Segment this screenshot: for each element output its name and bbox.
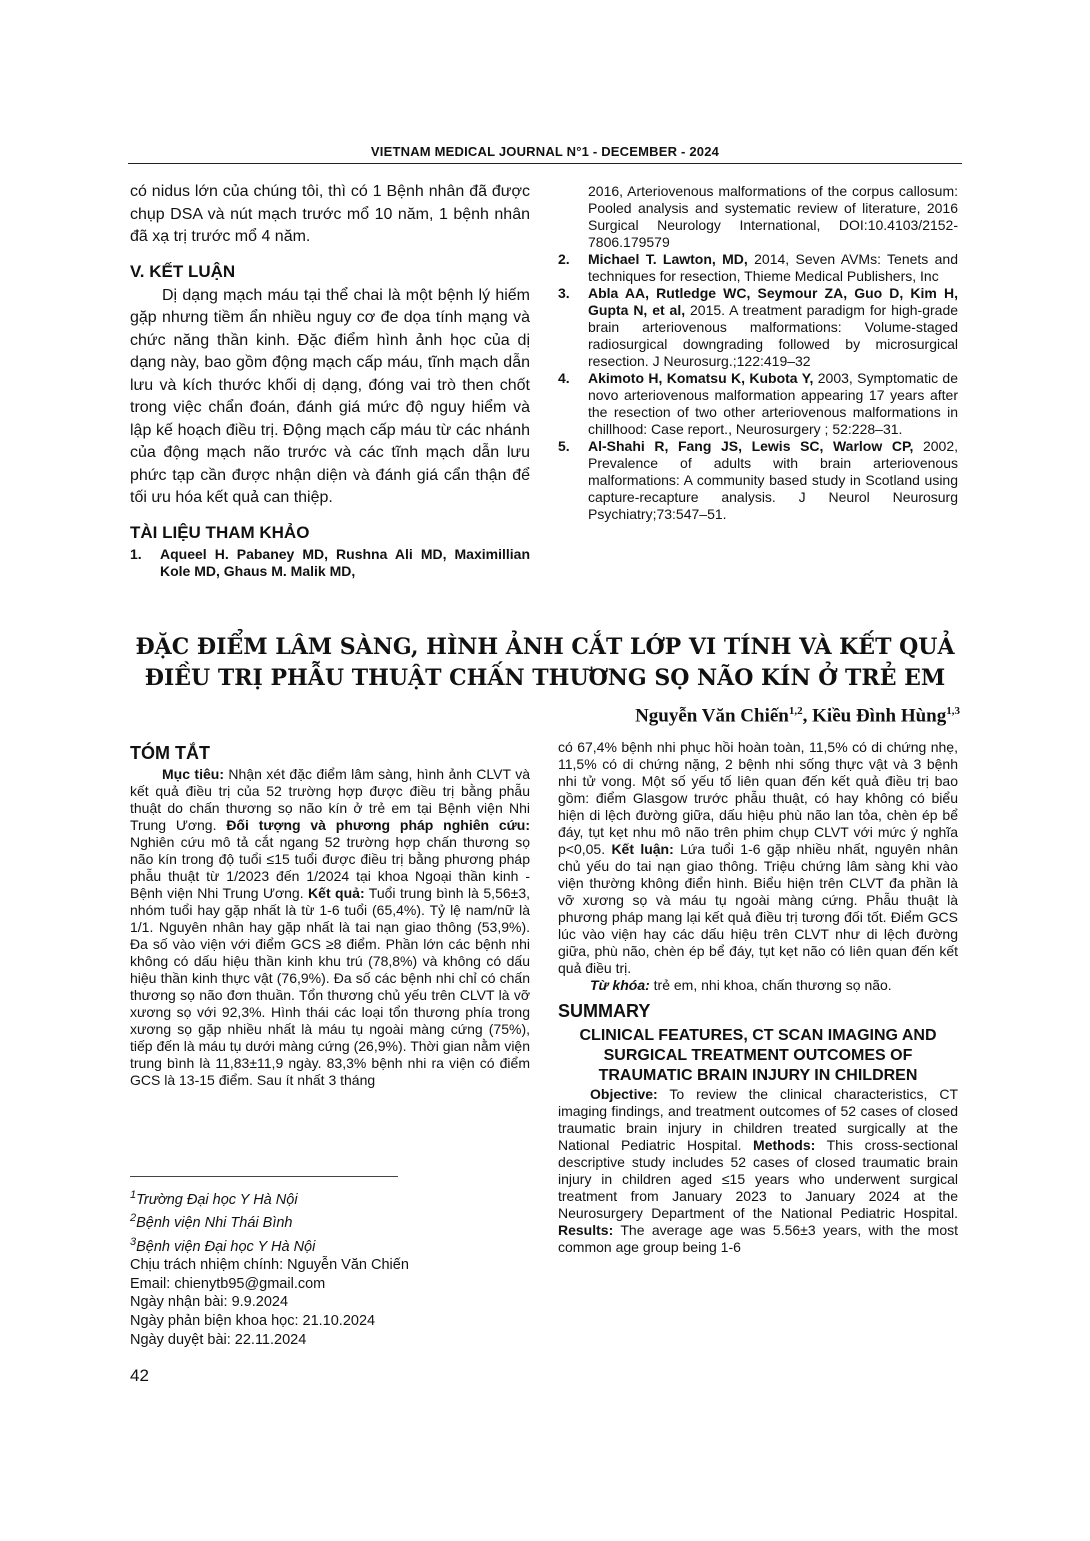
keywords (558, 977, 958, 994)
summary-objective-text: To review the clinical characteristics, CT imaging findings, and treatment outcomes of 52 cases of closed traumatic brain injury in children treated surgically at the National Pediatric Hospital. (558, 1086, 958, 1153)
reference-1-details: 2016, Arteriovenous malformations of the corpus callosum: Pooled analysis and systematic review of literature, 2016 Surgical Neurology International, DOI:10.4103/2152-7806.179579 (588, 183, 958, 250)
author-1: Nguyễn Văn Chiến (635, 705, 789, 727)
author-2-affiliation: 1,3 (946, 705, 960, 717)
article-title-line-1: ĐẶC ĐIỂM LÂM SÀNG, HÌNH ẢNH CẮT LỚP VI TÍNH VÀ KẾT QUẢ (135, 634, 955, 660)
date-received: Ngày nhận bài: 9.9.2024 (130, 1294, 289, 1311)
results-label: Kết quả: (308, 885, 365, 901)
abstract-right-column (558, 739, 958, 1256)
conclusion-abstract-text: Lứa tuổi 1-6 gặp nhiều nhất, nguyên nhân chủ yếu do tai nạn giao thông. Triệu chứng lâm sàng khi vào viện thường không điển hình. Biểu hiện trên CLVT đa phần là vỡ xương sọ và máu tụ ngoài màng cứng. Phẫu thuật là phương pháp mang lại kết quả điều trị tương đối tốt. Điểm GCS lúc vào viện hay các dấu hiệu trên CLVT như di lệch đường giữa, phù não, chèn ép bể đáy, tụt kẹt não có liên quan đến kết quả điều trị. (558, 841, 959, 976)
reference-authors: Michael T. Lawton, MD, (588, 251, 748, 267)
footnotes (130, 1186, 530, 1349)
affiliation-name: Bệnh viện Nhi Thái Bình (136, 1215, 293, 1232)
objective-label: Mục tiêu: (162, 766, 224, 782)
keywords-label: Từ khóa: (590, 977, 650, 993)
affiliation-3 (130, 1233, 530, 1256)
affiliation-marker: 3 (130, 1235, 137, 1248)
affiliation-name: Trường Đại học Y Hà Nội (136, 1191, 298, 1208)
reference-number: 5. (558, 438, 570, 454)
date-reviewed: Ngày phản biện khoa học: 21.10.2024 (130, 1313, 376, 1330)
reference-authors: Abla AA, Rutledge WC, Seymour ZA, Guo D, Kim H, Gupta N, et al, (588, 285, 958, 318)
affiliation-2 (130, 1209, 530, 1232)
summary-heading: SUMMARY (558, 1001, 651, 1021)
footnote-rule (130, 1176, 398, 1177)
summary-text (558, 1086, 958, 1256)
objective-text: Nhận xét đặc điểm lâm sàng, hình ảnh CLVT và kết quả điều trị của 52 trường hợp được điều trị bằng phẫu thuật do chấn thương sọ não kín ở trẻ em tại Bệnh viện Nhi Trung Ương. (130, 766, 530, 833)
page-number: 42 (130, 1366, 149, 1385)
results-text: Tuổi trung bình là 5,56±3, nhóm tuổi hay gặp nhất là từ 1-6 tuổi (65,4%). Tỷ lệ nam/nữ là 1/1. Nguyên nhân hay gặp nhất là tai nạn giao thông (53,9%). Đa số vào viện với điểm GCS ≥8 điểm. Phần lớn các bệnh nhi không có dấu hiệu thần kinh khu trú (78,8%) và không có dấu hiệu thần kinh thực vật (76,9%). Đa số các bệnh nhi chỉ có chấn thương sọ não đơn thuần. Tổn thương chủ yếu trên CLVT là vỡ xương sọ với 92,3%. Hình thái các loại tổn thương phía trong xương sọ gặp nhiều nhất là máu tụ ngoài màng cứng (75%), tiếp đến là máu tụ dưới màng cứng (26,9%). Thời gian nằm viện trung bình là 11,83±11,9 ngày. 83,3% bệnh nhi ra viện có điểm GCS là 13-15 điểm. Sau ít nhất 3 tháng (130, 885, 530, 1088)
summary-title: CLINICAL FEATURES, CT SCAN IMAGING AND SURGICAL TREATMENT OUTCOMES OF TRAUMATIC BRAIN INJURY IN CHILDREN (579, 1027, 937, 1084)
references-heading: TÀI LIỆU THAM KHẢO (130, 522, 310, 542)
reference-details: 2002, Prevalence of adults with brain arteriovenous malformations: A community based study in Scotland using capture-recapture analysis. J Neurol Neurosurg Psychiatry;73:547–51. (588, 438, 959, 522)
reference-details: 2003, Symptomatic de novo arteriovenous malformation appearing 17 years after the resection of two other arteriovenous malformations in chillhood: Case report., Neurosurgery ; 52:228–31. (588, 370, 959, 437)
abstract-text (130, 766, 530, 1089)
reference-2 (558, 251, 958, 285)
reference-5 (558, 438, 958, 523)
article-title-line-2: ĐIỀU TRỊ PHẪU THUẬT CHẤN THƯƠNG SỌ NÃO KÍN Ở TRẺ EM (144, 665, 946, 691)
reference-details: 2015. A treatment paradigm for high-grade brain arteriovenous malformations: Volume-staged radiosurgical downgrading followed by microsurgical resection. J Neurosurg.;122:419–32 (588, 302, 959, 369)
corresponding-author: Chịu trách nhiệm chính: Nguyễn Văn Chiến (130, 1257, 409, 1274)
reference-authors: Aqueel H. Pabaney MD, Rushna Ali MD, Maximillian Kole MD, Ghaus M. Malik MD, (160, 545, 530, 579)
prev-article-right-column (558, 183, 958, 523)
methods-text: Nghiên cứu mô tả cắt ngang 52 trường hợp chấn thương sọ não kín trong độ tuổi ≤15 tuổi được điều trị bằng phương pháp phẫu thuật từ 1/2023 đến 1/2024 tại khoa Ngoại thần kinh - Bệnh viện Nhi Trung Ương. (130, 834, 530, 901)
keywords-text: trẻ em, nhi khoa, chấn thương sọ não. (649, 977, 892, 993)
abstract-left-column (130, 742, 530, 1089)
reference-number: 1. (130, 545, 142, 562)
header-rule (128, 163, 962, 164)
article-authors (635, 705, 960, 727)
summary-objective-label: Objective: (590, 1086, 658, 1102)
conclusion-label: Kết luận: (611, 841, 674, 857)
reference-number: 3. (558, 285, 570, 301)
date-accepted: Ngày duyệt bài: 22.11.2024 (130, 1331, 307, 1348)
reference-number: 4. (558, 370, 570, 386)
author-1-affiliation: 1,2 (788, 705, 803, 717)
corresponding-email: Email: chienytb95@gmail.com (130, 1275, 326, 1292)
abstract-heading: TÓM TẮT (130, 743, 210, 763)
summary-results-label: Results: (558, 1222, 614, 1238)
affiliation-marker: 1 (130, 1189, 137, 1201)
article-title (128, 632, 962, 694)
prev-article-left-column (130, 181, 530, 580)
reference-1-authors (130, 546, 530, 580)
summary-results-text: The average age was 5.56±3 years, with the most common age group being 1-6 (558, 1222, 958, 1255)
methods-label: Đối tượng và phương pháp nghiên cứu: (226, 817, 531, 833)
author-2: Kiều Đình Hùng (812, 705, 947, 727)
reference-authors: Al-Shahi R, Fang JS, Lewis SC, Warlow CP, (588, 438, 914, 454)
affiliation-1 (130, 1186, 530, 1209)
author-separator: , (802, 705, 813, 727)
reference-3 (558, 285, 958, 370)
reference-number: 2. (558, 251, 570, 267)
summary-methods-text: This cross-sectional descriptive study includes 52 cases of closed traumatic brain injury in children aged ≤15 years who underwent surgical treatment from January 2023 to January 2024 at the Neurosurgery Department of the National Pediatric Hospital. (558, 1137, 958, 1221)
summary-methods-label: Methods: (753, 1137, 816, 1153)
reference-4 (558, 370, 958, 438)
prev-continuation: có nidus lớn của chúng tôi, thì có 1 Bệnh nhân đã được chụp DSA và nút mạch trước mổ 10 năm, 1 bệnh nhân đã xạ trị trước mổ 4 năm. (130, 183, 530, 245)
results-text-continued: có 67,4% bệnh nhi phục hồi hoàn toàn, 11,5% có di chứng nhẹ, 11,5% có di chứng nặng, 2 bệnh nhi sống thực vật và 3 bệnh nhi tử vong. Một số yếu tố liên quan đến kết quả điều trị bao gồm: điểm Glasgow trước phẫu thuật, có hay không có biểu hiện di lệch đường giữa, dấu hiệu phù não lan tỏa, chèn ép bể đáy, tụt kẹt nhu mô não trên phim chụp CLVT với mức ý nghĩa p<0,05. (558, 739, 958, 857)
conclusion-text: Dị dạng mạch máu tại thể chai là một bệnh lý hiếm gặp nhưng tiềm ẩn nhiều nguy cơ đe dọa tính mạng và chức năng thần kinh. Đặc điểm hình ảnh học của dị dạng này, bao gồm động mạch cấp máu, tĩnh mạch dẫn lưu và kích thước khối dị dạng, đóng vai trò then chốt trong việc chẩn đoán, đánh giá mức độ nguy hiểm và lập kế hoạch điều trị. Động mạch cấp máu từ các nhánh của động mạch não trước và các tĩnh mạch dẫn lưu phức tạp cần được nhận diện và đánh giá cẩn thận để tối ưu hóa kết quả can thiệp. (130, 286, 530, 506)
abstract-continued (558, 739, 958, 977)
affiliation-marker: 2 (130, 1212, 137, 1225)
reference-authors: Akimoto H, Komatsu K, Kubota Y, (588, 370, 814, 386)
conclusion-heading: V. KẾT LUẬN (130, 261, 236, 281)
reference-details: 2014, Seven AVMs: Tenets and techniques for resection, Thieme Medical Publishers, Inc (588, 251, 958, 284)
affiliation-name: Bệnh viện Đại học Y Hà Nội (136, 1238, 316, 1255)
running-header: VIETNAM MEDICAL JOURNAL N°1 - DECEMBER - 2024 (370, 144, 720, 159)
